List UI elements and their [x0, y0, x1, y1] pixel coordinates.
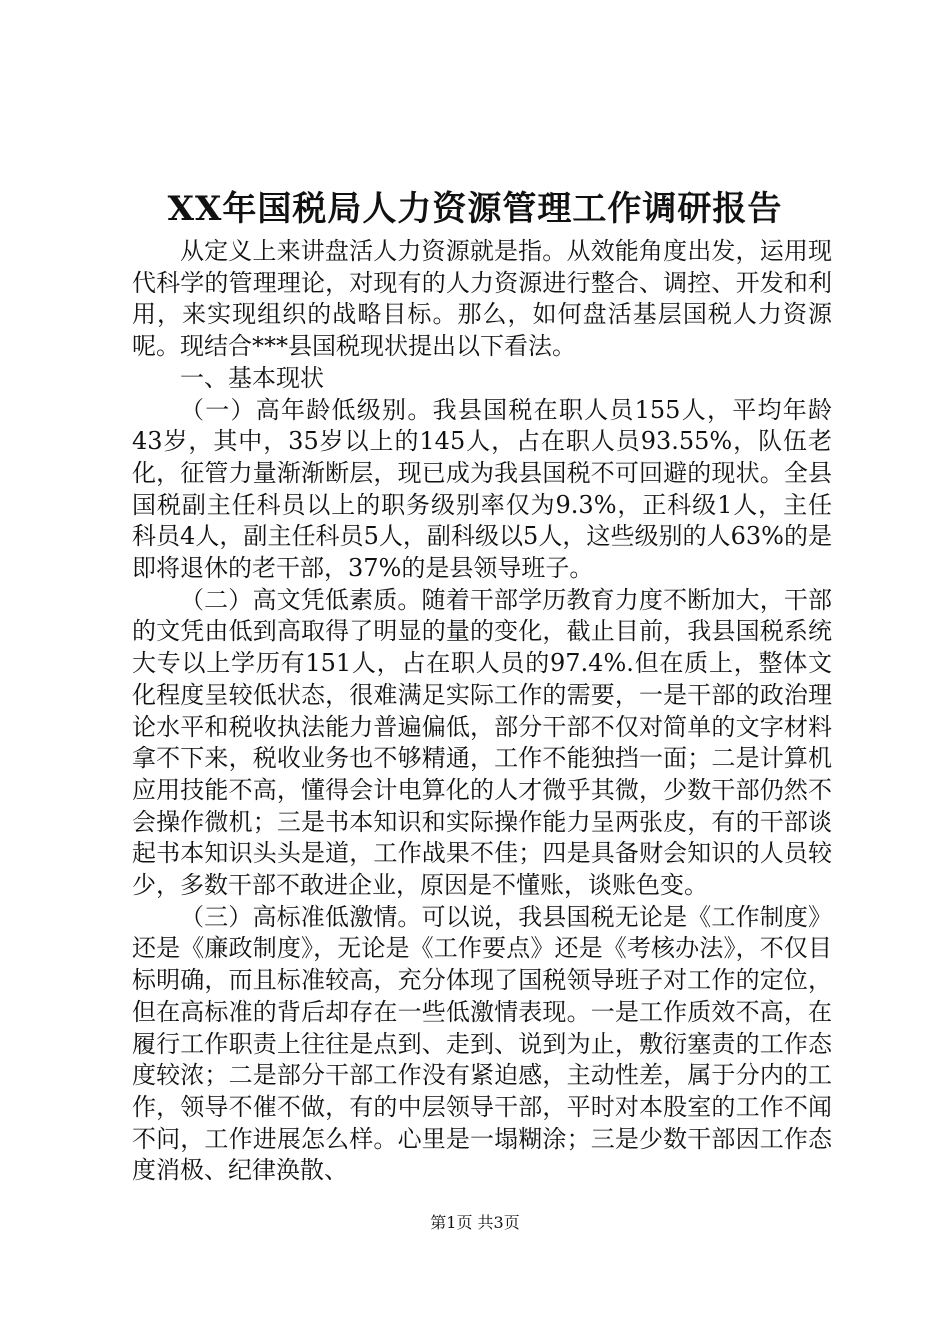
- document-title: XX年国税局人力资源管理工作调研报告: [167, 189, 783, 229]
- paragraph-age-rank: （一）高年龄低级别。我县国税在职人员155人，平均年龄43岁，其中，35岁以上的145人，占在职人员93.55%，队伍老化，征管力量渐渐断层，现已成为我县国税不可回避的现状。全县国税副主任科员以上的职务级别率仅为9.3%，正科级1人，主任科员4人，副主任科员5人，副科级以5人，这些级别的人63%的是即将退休的老干部，37%的是县领导班子。: [132, 395, 832, 583]
- page-footer: 第1页 共3页: [430, 1213, 520, 1232]
- paragraph-education-quality: （二）高文凭低素质。随着干部学历教育力度不断加大，干部的文凭由低到高取得了明显的量的变化，截止目前，我县国税系统大专以上学历有151人，占在职人员的97.4%.但在质上，整体文化程度呈较低状态，很难满足实际工作的需要，一是干部的政治理论水平和税收执法能力普遍偏低，部分干部不仅对简单的文字材料拿不下来，税收业务也不够精通，工作不能独挡一面；二是计算机应用技能不高，懂得会计电算化的人才微乎其微，少数干部仍然不会操作微机；三是书本知识和实际操作能力呈两张皮，有的干部谈起书本知识头头是道，工作战果不佳；四是具备财会知识的人员较少，多数干部不敢进企业，原因是不懂账，谈账色变。: [132, 585, 832, 900]
- section-heading-basic-status: 一、基本现状: [180, 363, 324, 392]
- document-body: [132, 236, 832, 1187]
- paragraph-standards-passion: （三）高标准低激情。可以说，我县国税无论是《工作制度》还是《廉政制度》，无论是《工作要点》还是《考核办法》，不仅目标明确，而且标准较高，充分体现了国税领导班子对工作的定位，但在高标准的背后却存在一些低激情表现。一是工作质效不高，在履行工作职责上往往是点到、走到、说到为止，敷衍塞责的工作态度较浓；二是部分干部工作没有紧迫感，主动性差，属于分内的工作，领导不催不做，有的中层领导干部，平时对本股室的工作不闻不问，工作进展怎么样。心里是一塌糊涂；三是少数干部因工作态度消极、纪律涣散、: [132, 902, 832, 1185]
- paragraph-intro: 从定义上来讲盘活人力资源就是指。从效能角度出发，运用现代科学的管理理论，对现有的人力资源进行整合、调控、开发和利用，来实现组织的战略目标。那么，如何盘活基层国税人力资源呢。现结合***县国税现状提出以下看法。: [132, 237, 832, 361]
